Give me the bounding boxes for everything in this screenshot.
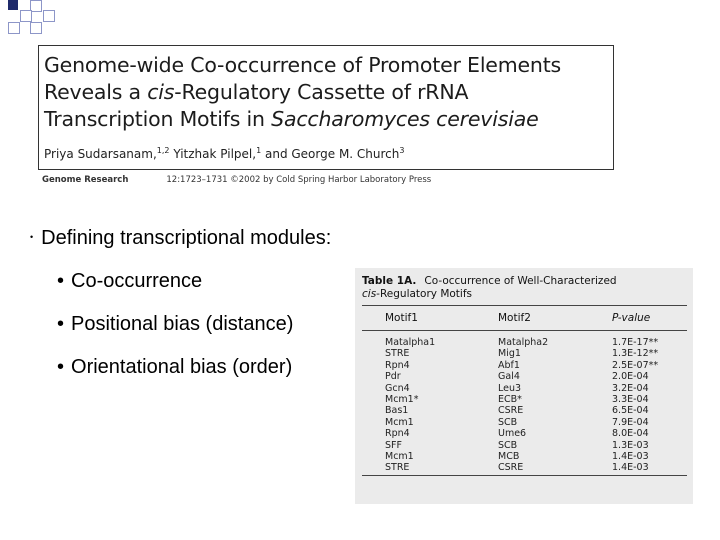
header-pvalue: P-value [612, 312, 651, 324]
caption-line-2 [362, 288, 617, 301]
sub-bullet-glyph: • [57, 356, 65, 378]
corner-square-5 [8, 22, 20, 34]
sub-bullet-glyph: • [57, 270, 65, 292]
sub-bullet-text: Co-occurrence [71, 270, 203, 292]
sub-bullet-text: Orientational bias (order) [71, 356, 293, 378]
bullet-glyph: • [30, 232, 34, 242]
sub-bullet-item [57, 354, 293, 397]
table-row [355, 417, 693, 428]
cell-motif2: Mig1 [498, 348, 521, 360]
cell-pvalue: 8.0E-04 [612, 428, 649, 440]
cell-motif1: STRE [385, 348, 410, 360]
cell-motif2: CSRE [498, 405, 524, 417]
caption-text-2: -Regulatory Motifs [376, 288, 473, 300]
paper-citation [42, 175, 431, 185]
cell-pvalue: 2.0E-04 [612, 371, 649, 383]
cell-pvalue: 2.5E-07** [612, 359, 659, 371]
table-row [355, 405, 693, 416]
author-3: and George M. Church [261, 147, 400, 161]
cell-motif2: SCB [498, 416, 518, 428]
cell-motif1: SFF [385, 439, 402, 451]
cell-motif2: Abf1 [498, 359, 520, 371]
caption-label: Table 1A. [362, 275, 417, 287]
main-bullet [30, 227, 331, 250]
cell-motif1: Mcm1* [385, 393, 419, 405]
cell-motif2: Leu3 [498, 382, 522, 394]
cell-motif2: Matalpha2 [498, 337, 549, 348]
cell-pvalue: 1.3E-03 [612, 439, 649, 451]
paper-title [44, 52, 612, 133]
cell-motif1: STRE [385, 462, 410, 474]
title-line-2-prefix: Reveals a [44, 80, 148, 104]
table-row [355, 428, 693, 439]
sub-bullet-item [57, 268, 293, 311]
table-row [355, 462, 693, 473]
author-3-sup: 3 [399, 146, 405, 155]
sub-bullet-glyph: • [57, 313, 65, 335]
citation-details: 12:1723–1731 ©2002 by Cold Spring Harbor Laboratory Press [166, 175, 432, 185]
header-motif2: Motif2 [498, 312, 531, 324]
cell-motif1: Rpn4 [385, 359, 410, 371]
motif-table [355, 268, 693, 504]
table-top-rule [362, 305, 687, 306]
cell-motif2: Ume6 [498, 428, 527, 440]
main-bullet-text: Defining transcriptional modules: [41, 227, 332, 249]
author-2-sup: 1 [256, 146, 262, 155]
sub-bullet-list [57, 268, 293, 397]
cell-motif2: SCB [498, 439, 518, 451]
cell-motif2: ECB* [498, 393, 522, 405]
cell-pvalue: 1.4E-03 [612, 450, 649, 462]
cell-motif1: Bas1 [385, 405, 409, 417]
table-bottom-rule [362, 475, 687, 476]
cell-motif1: Gcn4 [385, 382, 410, 394]
table-row [355, 440, 693, 451]
table-caption [362, 275, 617, 301]
table-row [355, 360, 693, 371]
table-body [355, 337, 693, 474]
table-row [355, 337, 693, 348]
title-line-1: Genome-wide Co-occurrence of Promoter Elements [44, 53, 562, 77]
cell-motif2: Gal4 [498, 371, 520, 383]
author-2: Yitzhak Pilpel, [169, 147, 257, 161]
cell-pvalue: 1.7E-17** [612, 337, 659, 348]
title-line-2 [44, 79, 612, 106]
corner-square-1 [8, 0, 18, 10]
table-row [355, 394, 693, 405]
cell-pvalue: 6.5E-04 [612, 405, 649, 417]
table-row [355, 383, 693, 394]
corner-square-6 [30, 22, 42, 34]
caption-italic: cis [362, 288, 377, 300]
title-line-2-suffix: -Regulatory Cassette of rRNA [174, 80, 469, 104]
cell-motif1: Mcm1 [385, 450, 414, 462]
cell-pvalue: 1.4E-03 [612, 462, 649, 474]
caption-line-1 [362, 275, 617, 288]
title-line-3-italic: Saccharomyces cerevisiae [271, 107, 539, 131]
cell-pvalue: 1.3E-12** [612, 348, 659, 360]
title-line-2-italic: cis [147, 80, 175, 104]
caption-text: Co-occurrence of Well-Characterized [424, 275, 617, 287]
title-line-3-prefix: Transcription Motifs in [44, 107, 272, 131]
cell-motif1: Pdr [385, 371, 401, 383]
header-motif1: Motif1 [385, 312, 418, 324]
paper-header-box [38, 45, 614, 170]
corner-square-3 [20, 10, 32, 22]
sub-bullet-item [57, 311, 293, 354]
table-row [355, 348, 693, 359]
corner-square-4 [43, 10, 55, 22]
author-1-sup: 1,2 [156, 146, 170, 155]
cell-motif1: Mcm1 [385, 416, 414, 428]
paper-authors [44, 146, 404, 161]
cell-pvalue: 3.3E-04 [612, 393, 649, 405]
author-1: Priya Sudarsanam, [44, 147, 157, 161]
title-line-3 [44, 106, 612, 133]
cell-motif1: Matalpha1 [385, 337, 436, 348]
table-row [355, 451, 693, 462]
cell-pvalue: 7.9E-04 [612, 416, 649, 428]
citation-journal: Genome Research [42, 175, 129, 185]
sub-bullet-text: Positional bias (distance) [71, 313, 294, 335]
table-row [355, 371, 693, 382]
cell-pvalue: 3.2E-04 [612, 382, 649, 394]
cell-motif2: MCB [498, 450, 520, 462]
cell-motif2: CSRE [498, 462, 524, 474]
table-header-rule [362, 330, 687, 331]
cell-motif1: Rpn4 [385, 428, 410, 440]
